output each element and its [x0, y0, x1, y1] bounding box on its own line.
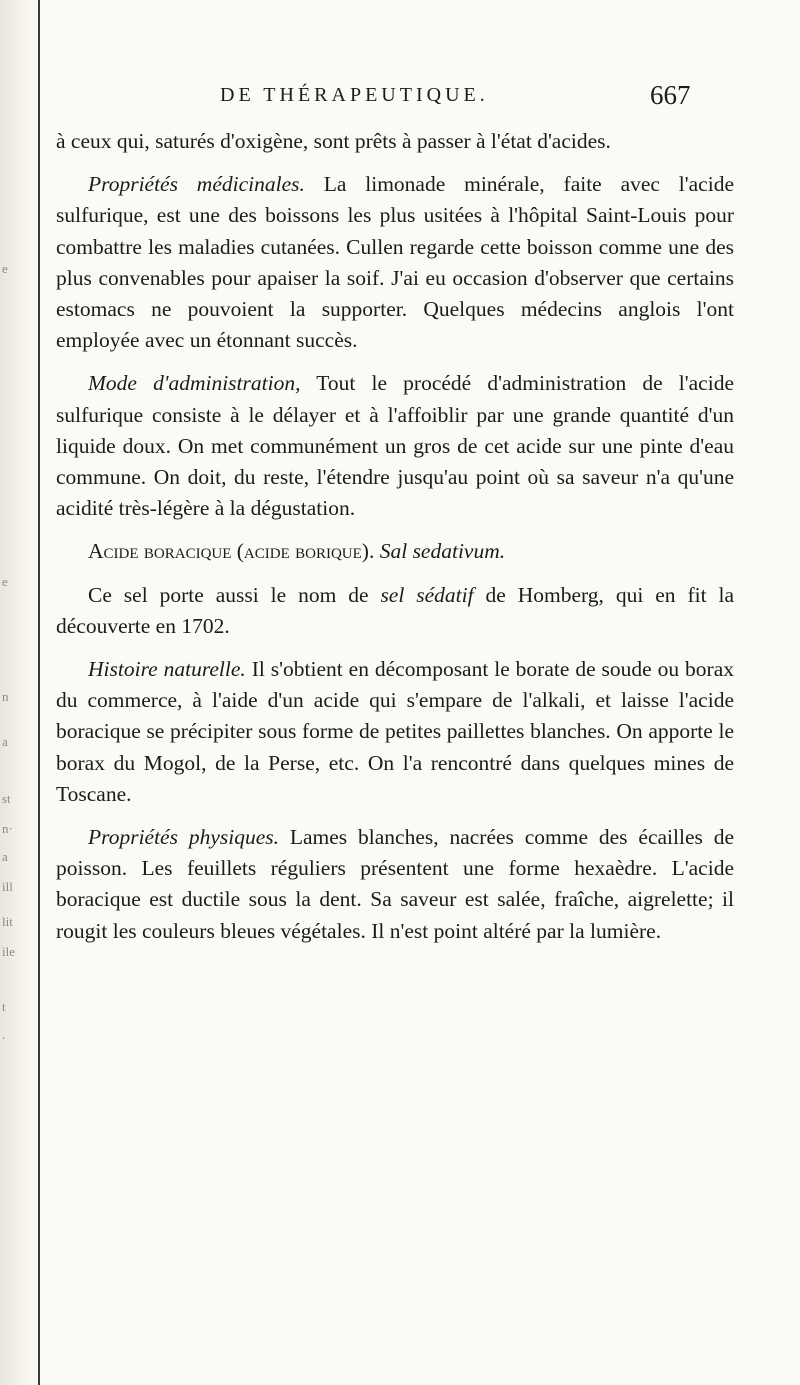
page-gutter: [0, 0, 40, 1385]
paragraph-proprietes-physiques: [56, 822, 734, 947]
margin-bleed-text: ill: [2, 879, 13, 894]
margin-bleed-text: t: [2, 999, 6, 1014]
margin-bleed-text: n·: [2, 821, 13, 836]
section-lead: Propriétés médicinales.: [88, 172, 305, 197]
italic-term: sel sédatif: [380, 582, 474, 607]
paragraph-proprietes-medicinales: [56, 169, 734, 356]
paragraph-text: Ce sel porte aussi le nom de: [88, 582, 381, 607]
margin-bleed-text: e: [2, 574, 8, 589]
section-heading-latin: Sal sedativum.: [379, 539, 506, 564]
paragraph-text: Lames blanches, nacrées comme des écailles de poisson. Les feuillets réguliers présentent une forme hexaèdre. L'acide boracique est ductile sous la dent. Sa saveur est salée, fraîche, aigrelette; il rougit les couleurs bleues végétales. Il n'est point altéré par la lumière.: [56, 825, 735, 943]
page-number: 667: [650, 80, 691, 110]
section-lead: Histoire naturelle.: [88, 657, 246, 682]
margin-bleed-text: e: [2, 261, 8, 276]
running-head: DE THÉRAPEUTIQUE.: [220, 84, 489, 106]
section-lead: Propriétés physiques.: [88, 825, 279, 850]
paragraph-sel-sedatif: [56, 580, 734, 642]
section-heading: Acide boracique (acide borique).: [88, 539, 375, 564]
paragraph-text: Tout le procédé d'administration de l'acide sulfurique consiste à le délayer et à l'affoiblir par une grande quantité d'un liquide doux. On met communément un gros de cet acide sur une pinte d'eau commune. On doit, du reste, l'étendre jusqu'au point où sa saveur n'a qu'une acidité très-légère à la dégustation.: [56, 371, 734, 521]
margin-bleed-text: a: [2, 734, 8, 749]
section-heading-acide-boracique: [56, 536, 734, 567]
page-header: [0, 80, 800, 118]
paragraph-histoire-naturelle: [56, 654, 734, 810]
paragraph-continuation: [56, 126, 734, 157]
paragraph-text: à ceux qui, saturés d'oxigène, sont prêts à passer à l'état d'acides.: [56, 129, 611, 153]
body-text: [56, 126, 734, 959]
paragraph-text: La limonade minérale, faite avec l'acide sulfurique, est une des boissons les plus usitées à l'hôpital Saint-Louis pour combattre les maladies cutanées. Cullen regarde cette boisson comme une des plus convenables pour apaiser la soif. J'ai eu occasion d'observer que certains estomacs ne pouvoient la supporter. Quelques médecins anglois l'ont employée avec un étonnant succès.: [56, 172, 734, 353]
section-lead: Mode d'administration,: [88, 371, 301, 396]
binding-rule: [38, 0, 40, 1385]
paragraph-text: Il s'obtient en décomposant le borate de soude ou borax du commerce, à l'aide d'un acide qui s'empare de l'alkali, et laisse l'acide boracique se précipiter sous forme de petites paillettes blanches. On apporte le borax du Mogol, de la Perse, etc. On l'a rencontré dans quelques mines de Toscane.: [56, 657, 734, 806]
margin-bleed-text: st: [2, 791, 11, 806]
margin-bleed-text: a: [2, 849, 8, 864]
margin-bleed-text: lit: [2, 914, 13, 929]
paragraph-mode-administration: [56, 368, 734, 524]
paragraph-text: de Homberg, qui en fit la découverte en 1702.: [56, 582, 734, 638]
margin-bleed-text: n: [2, 689, 9, 704]
margin-bleed-text: ile: [2, 944, 15, 959]
margin-bleed-text: .: [2, 1027, 6, 1042]
